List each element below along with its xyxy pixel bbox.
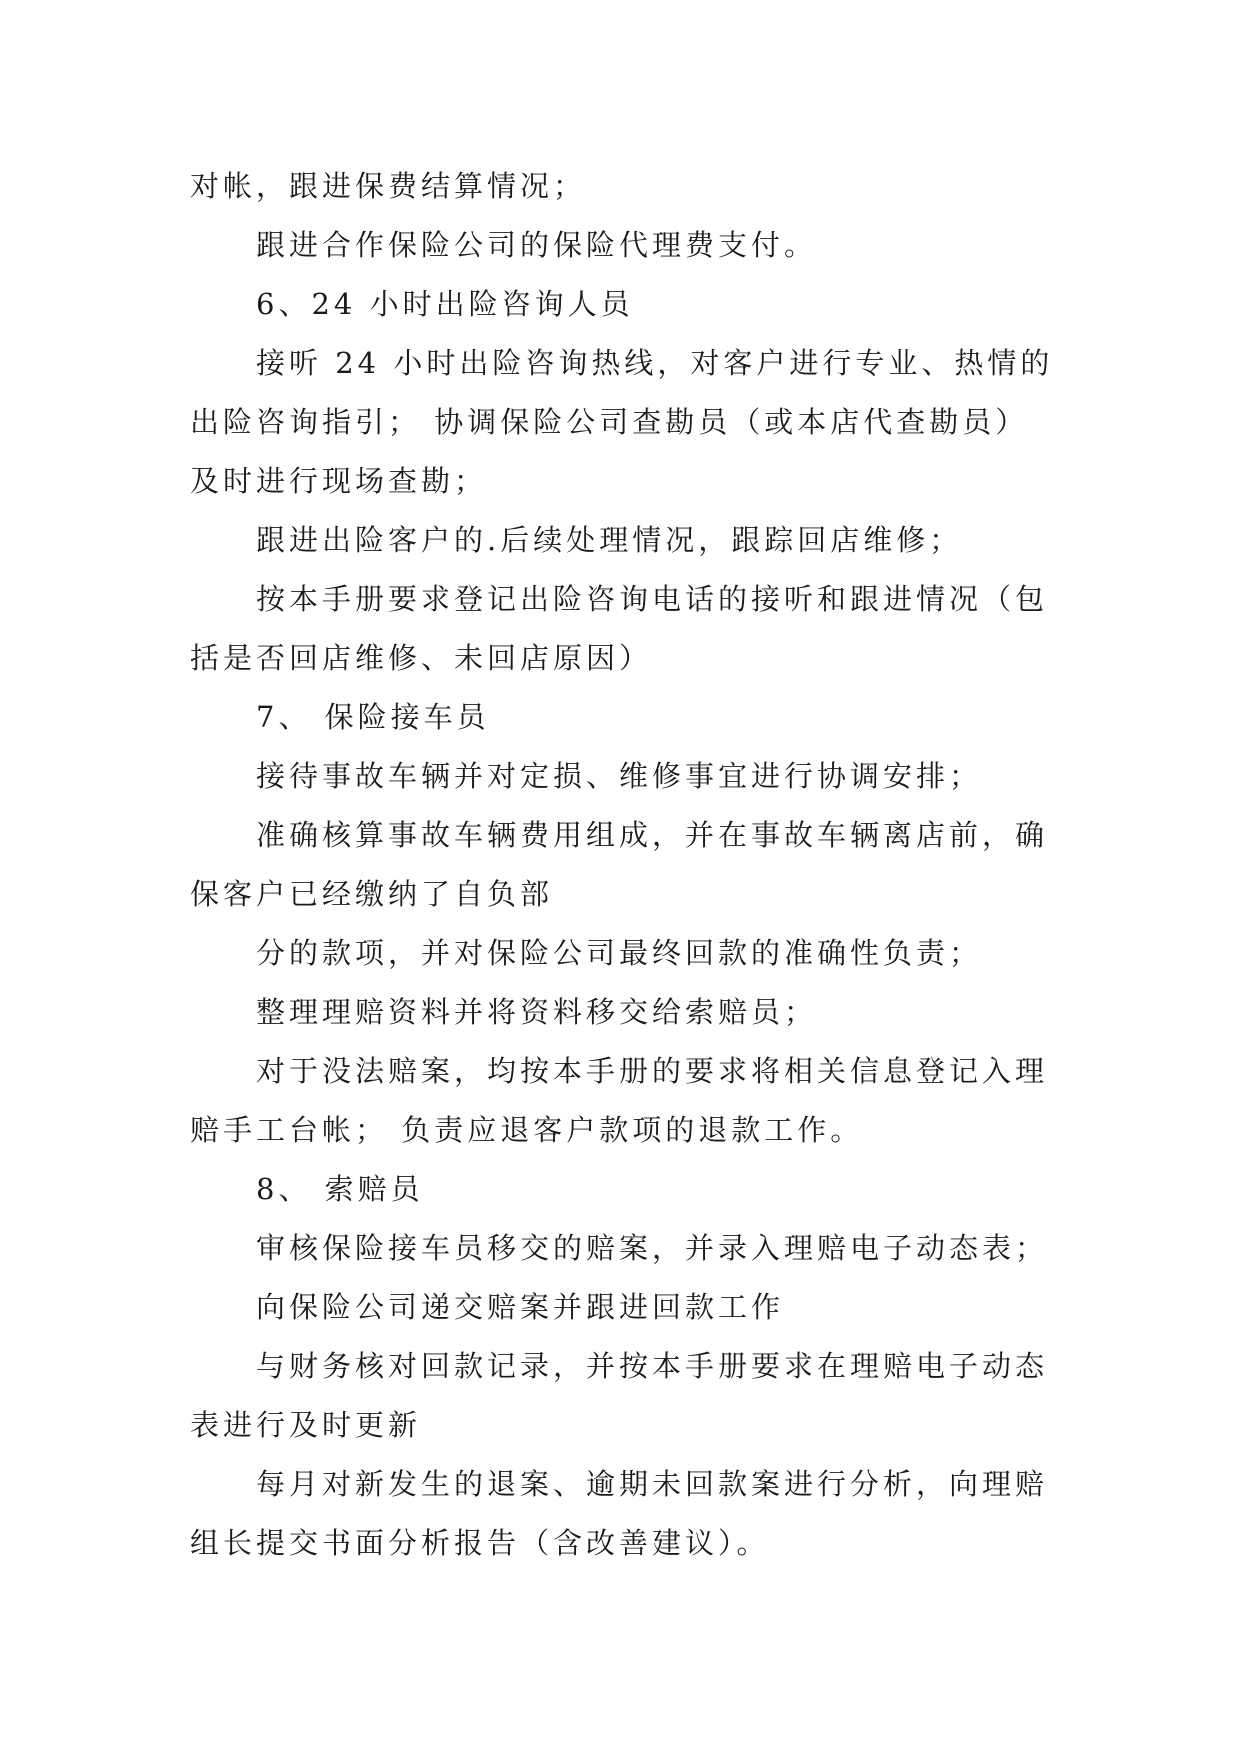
text-line: 按本手册要求登记出险咨询电话的接听和跟进情况（包 [256,582,1049,616]
section-heading: 7、 保险接车员 [256,700,490,734]
text-line: 及时进行现场查勘； [190,464,488,498]
text-line: 接听 24 小时出险咨询热线，对客户进行专业、热情的 [256,346,1054,380]
text-line: 跟进合作保险公司的保险代理费支付。 [256,228,818,262]
text-line: 整理理赔资料并将资料移交给索赔员； [256,995,818,1029]
text-line: 保客户已经缴纳了自负部 [190,877,554,911]
text-line: 跟进出险客户的.后续处理情况，跟踪回店维修； [256,523,963,557]
text-line: 对于没法赔案，均按本手册的要求将相关信息登记入理 [256,1054,1049,1088]
text-line: 准确核算事故车辆费用组成，并在事故车辆离店前，确 [256,818,1049,852]
text-line: 每月对新发生的退案、逾期未回款案进行分析，向理赔 [256,1467,1049,1501]
section-heading: 8、 索赔员 [256,1172,424,1206]
text-line: 括是否回店维修、未回店原因） [190,641,653,675]
text-line: 组长提交书面分析报告（含改善建议）。 [190,1526,770,1560]
text-line: 与财务核对回款记录，并按本手册要求在理赔电子动态 [256,1349,1049,1383]
text-line: 向保险公司递交赔案并跟进回款工作 [256,1290,785,1324]
text-line: 赔手工台帐； 负责应退客户款项的退款工作。 [190,1113,864,1147]
text-line: 审核保险接车员移交的赔案，并录入理赔电子动态表； [256,1231,1049,1265]
text-line: 出险咨询指引； 协调保险公司查勘员（或本店代查勘员） [190,405,1029,439]
section-heading: 6、24 小时出险咨询人员 [256,287,634,321]
text-line: 表进行及时更新 [190,1408,422,1442]
text-line: 分的款项，并对保险公司最终回款的准确性负责； [256,936,983,970]
text-line: 接待事故车辆并对定损、维修事宜进行协调安排； [256,759,983,793]
text-line: 对帐，跟进保费结算情况； [190,169,587,203]
